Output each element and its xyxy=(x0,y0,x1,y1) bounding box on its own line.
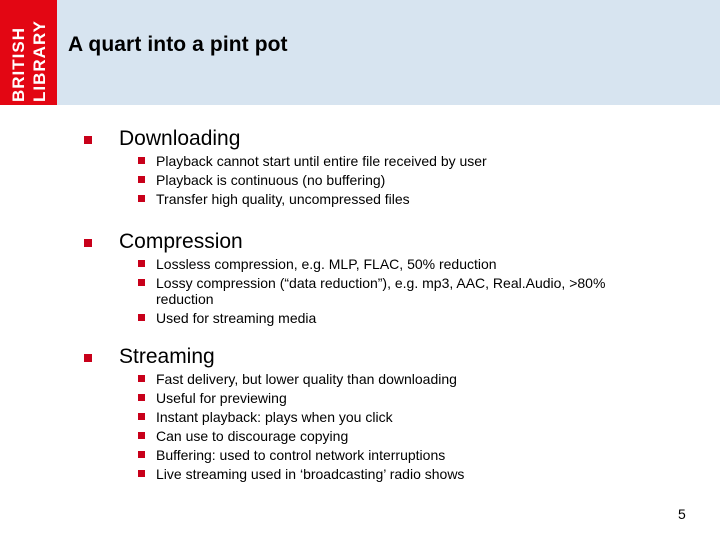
logo-text-line1: BRITISH xyxy=(9,27,28,102)
section-heading-compression: Compression xyxy=(119,230,243,253)
bullet-square-icon xyxy=(138,375,145,382)
bullet-square-icon xyxy=(138,394,145,401)
page-number: 5 xyxy=(678,506,686,522)
list-item: Instant playback: plays when you click xyxy=(156,409,393,425)
bullet-square-icon xyxy=(138,451,145,458)
list-item: Useful for previewing xyxy=(156,390,287,406)
bullet-square-icon xyxy=(138,176,145,183)
bullet-square-icon xyxy=(84,136,92,144)
list-item: Fast delivery, but lower quality than downloading xyxy=(156,371,457,387)
logo-lettering xyxy=(0,0,57,105)
british-library-logo xyxy=(0,0,57,105)
list-item: Transfer high quality, uncompressed files xyxy=(156,191,410,207)
bullet-square-icon xyxy=(138,279,145,286)
list-item: Lossless compression, e.g. MLP, FLAC, 50% reduction xyxy=(156,256,497,272)
list-item: Playback is continuous (no buffering) xyxy=(156,172,386,188)
bullet-square-icon xyxy=(138,195,145,202)
bullet-square-icon xyxy=(138,314,145,321)
section-heading-downloading: Downloading xyxy=(119,127,241,150)
bullet-square-icon xyxy=(138,432,145,439)
bullet-square-icon xyxy=(84,239,92,247)
bullet-square-icon xyxy=(138,470,145,477)
list-item: Lossy compression (“data reduction”), e.g. mp3, AAC, Real.Audio, >80% xyxy=(156,275,606,291)
list-item: Can use to discourage copying xyxy=(156,428,349,444)
section-heading-streaming: Streaming xyxy=(119,345,215,368)
slide-title: A quart into a pint pot xyxy=(68,33,288,56)
bullet-square-icon xyxy=(84,354,92,362)
list-item: Used for streaming media xyxy=(156,310,317,326)
list-item: Buffering: used to control network interruptions xyxy=(156,447,446,463)
list-item: Live streaming used in ‘broadcasting’ radio shows xyxy=(156,466,465,482)
list-item: Playback cannot start until entire file received by user xyxy=(156,153,487,169)
logo-text-line2: LIBRARY xyxy=(30,20,49,102)
bullet-square-icon xyxy=(138,260,145,267)
bullet-square-icon xyxy=(138,157,145,164)
list-item-continuation: reduction xyxy=(156,291,214,307)
bullet-square-icon xyxy=(138,413,145,420)
